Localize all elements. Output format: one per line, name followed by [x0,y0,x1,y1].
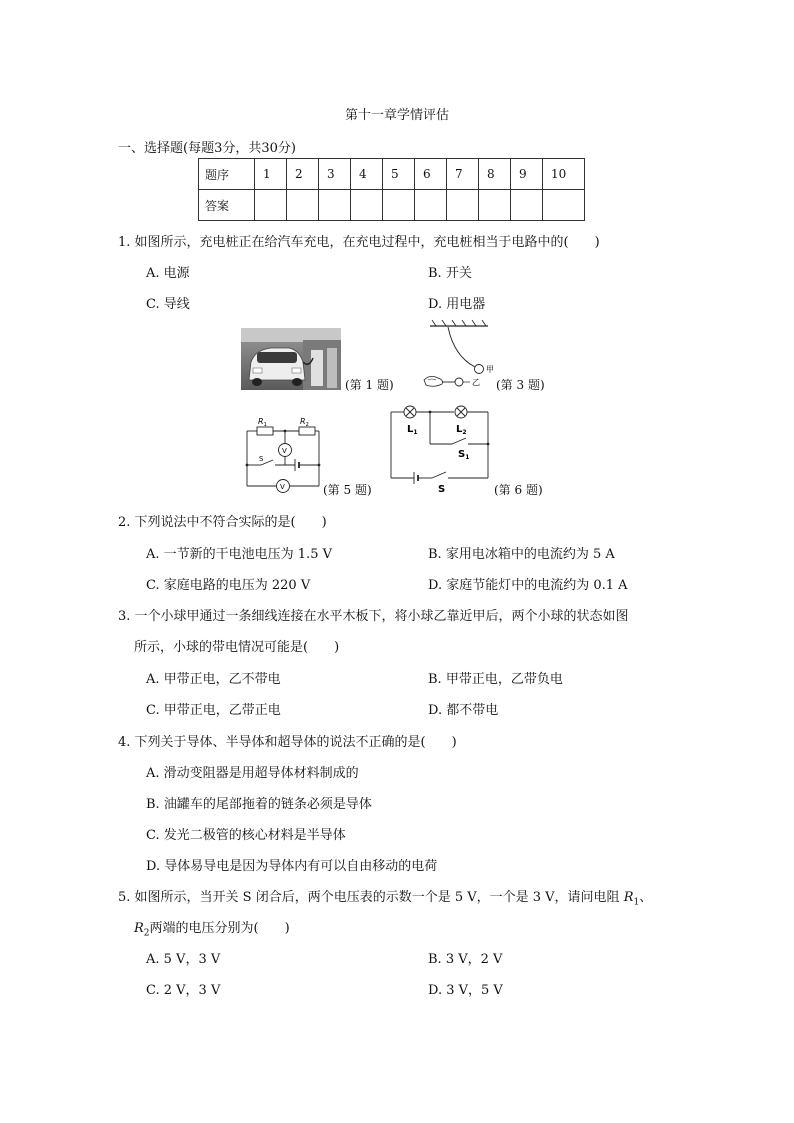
answer-cell[interactable] [447,190,479,221]
figure-3-charged-balls [414,318,498,394]
question-5-stem-line-2 [134,917,290,939]
section-heading: 一、选择题(每题3分，共30分) [118,141,296,156]
voltmeter-1-label: V [282,447,287,455]
question-5-separator: 、 [639,890,653,905]
answer-table [198,158,585,221]
answer-cell[interactable] [383,190,415,221]
question-2-option-c[interactable]: C. 家庭电路的电压为 220 V [146,578,311,593]
question-5-stem-text-2: 两端的电压分别为( ) [149,921,290,936]
question-4-stem: 4. 下列关于导体、半导体和超导体的说法不正确的是( ) [118,735,457,750]
r2-label: R [300,417,306,426]
question-2-option-d[interactable]: D. 家庭节能灯中的电流约为 0.1 A [428,578,628,593]
answer-table-answer-label: 答案 [199,190,255,221]
answer-table-answer-row [199,190,585,221]
l1-label: L [407,424,414,435]
answer-cell[interactable] [511,190,543,221]
answer-table-number: 5 [383,159,415,190]
switch-s-label: S [438,484,446,495]
question-3-option-b[interactable]: B. 甲带正电，乙带负电 [428,672,563,687]
r1-symbol: R [623,890,634,905]
svg-text:R2 [300,417,309,428]
switch-s-label: S [259,455,264,463]
question-5-option-c[interactable]: C. 2 V，3 V [146,983,221,998]
question-5-stem-line-1 [118,886,652,908]
answer-table-number: 3 [319,159,351,190]
question-3-option-d[interactable]: D. 都不带电 [428,703,499,718]
l2-label: L [456,424,463,435]
answer-table-number: 8 [479,159,511,190]
answer-table-number: 7 [447,159,479,190]
question-2-option-b[interactable]: B. 家用电冰箱中的电流约为 5 A [428,547,615,562]
question-4-option-b[interactable]: B. 油罐车的尾部拖着的链条必须是导体 [146,797,372,812]
question-5-stem-text: 5. 如图所示，当开关 S 闭合后，两个电压表的示数一个是 5 V，一个是 3 V，请问电阻 [118,890,624,905]
r2-subscript: 2 [143,928,150,939]
answer-cell[interactable] [319,190,351,221]
question-5-option-b[interactable]: B. 3 V，2 V [428,952,503,967]
question-3-stem-line-1: 3. 一个小球甲通过一条细线连接在水平木板下，将小球乙靠近甲后，两个小球的状态如图 [118,609,629,624]
svg-text:S1 [458,449,469,461]
figure-1-charging-photo [241,328,341,390]
answer-cell[interactable] [255,190,287,221]
figure-6-circuit [388,402,492,498]
answer-table-number: 4 [351,159,383,190]
figure-5-caption: (第 5 题) [323,483,372,497]
question-3-stem-line-2: 所示，小球的带电情况可能是( ) [134,640,340,655]
r1-subscript: 1 [633,897,640,908]
question-1-option-a[interactable]: A. 电源 [146,266,190,281]
r2-symbol: R [134,921,144,936]
r1-label: R [258,417,264,426]
answer-table-number: 6 [415,159,447,190]
question-3-option-a[interactable]: A. 甲带正电，乙不带电 [146,672,281,687]
question-1-stem: 1. 如图所示，充电桩正在给汽车充电，在充电过程中，充电桩相当于电路中的( ) [118,235,600,250]
answer-cell[interactable] [479,190,511,221]
answer-table-number: 2 [287,159,319,190]
answer-cell[interactable] [543,190,585,221]
question-5-option-a[interactable]: A. 5 V，3 V [146,952,221,967]
question-2-stem: 2. 下列说法中不符合实际的是( ) [118,515,327,530]
question-4-option-c[interactable]: C. 发光二极管的核心材料是半导体 [146,828,346,843]
ball-jia-label: 甲 [486,365,494,374]
question-1-option-d[interactable]: D. 用电器 [428,297,486,312]
page-title: 第十一章学情评估 [344,108,449,123]
l2-sub: 2 [462,429,467,436]
s1-sub: 1 [465,454,470,461]
question-4-option-d[interactable]: D. 导体易导电是因为导体内有可以自由移动的电荷 [146,859,438,874]
answer-table-number: 10 [543,159,585,190]
answer-cell[interactable] [415,190,447,221]
question-2-option-a[interactable]: A. 一节新的干电池电压为 1.5 V [146,547,332,562]
l1-sub: 1 [413,429,418,436]
figure-3-caption: (第 3 题) [496,378,545,392]
figure-1-caption: (第 1 题) [345,378,394,392]
answer-table-number: 1 [255,159,287,190]
question-1-option-b[interactable]: B. 开关 [428,266,472,281]
figure-5-circuit [241,413,323,497]
r2-sub: 2 [305,422,309,428]
question-3-option-c[interactable]: C. 甲带正电，乙带正电 [146,703,281,718]
answer-table-header-label: 题序 [199,159,255,190]
svg-text:L2 [456,424,467,436]
answer-cell[interactable] [351,190,383,221]
answer-cell[interactable] [287,190,319,221]
question-1-option-c[interactable]: C. 导线 [146,297,190,312]
svg-text:L1 [407,424,418,436]
ball-yi-label: 乙 [472,378,480,387]
answer-table-number: 9 [511,159,543,190]
answer-table-header-row [199,159,585,190]
r1-sub: 1 [263,422,267,428]
question-5-option-d[interactable]: D. 3 V，5 V [428,983,503,998]
svg-text:R1 [258,417,267,428]
voltmeter-2-label: V [280,483,285,491]
s1-label: S [458,449,466,460]
question-4-option-a[interactable]: A. 滑动变阻器是用超导体材料制成的 [146,766,359,781]
figure-6-caption: (第 6 题) [494,483,543,497]
